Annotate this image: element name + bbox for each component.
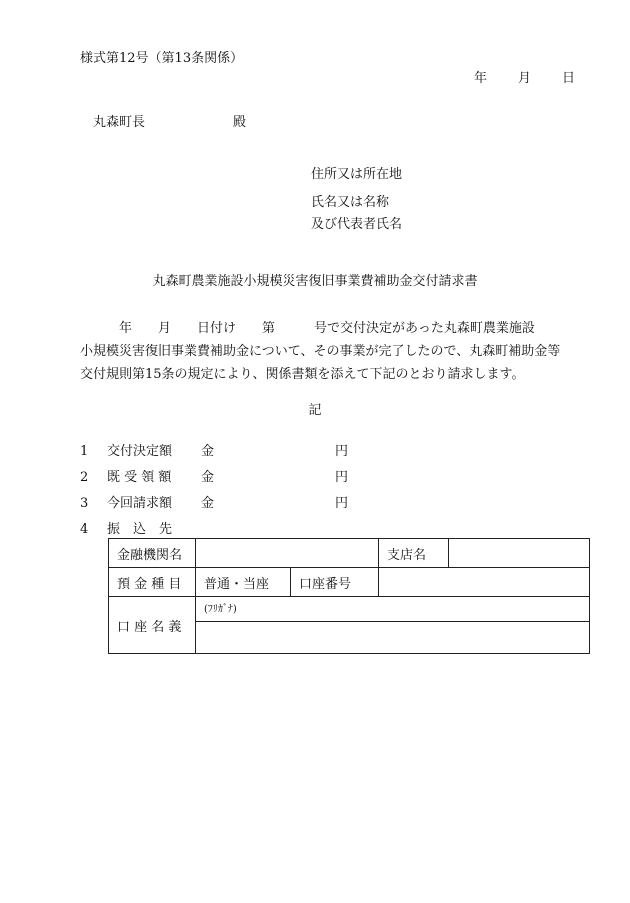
- ki-heading: 記: [308, 403, 322, 418]
- account-number-label: 口座番号: [291, 568, 379, 597]
- item-yen: 円: [335, 444, 349, 459]
- account-type-value: 普通・当座: [196, 568, 291, 597]
- item-kin: 金: [201, 470, 215, 485]
- account-number-field[interactable]: [379, 568, 590, 597]
- addressee-honorific: 殿: [233, 115, 247, 130]
- item-list: [80, 445, 348, 549]
- date-line: [474, 72, 575, 85]
- body-line-3: 交付規則第15条の規定により、関係書類を添えて下記のとおり請求します。: [80, 367, 525, 382]
- document-title: 丸森町農業施設小規模災害復旧事業費補助金交付請求書: [152, 274, 478, 289]
- representative-label: 及び代表者氏名: [311, 217, 403, 232]
- item-row: [80, 497, 348, 523]
- item-number: 4: [80, 522, 89, 537]
- item-kin: 金: [201, 496, 215, 511]
- item-number: 1: [80, 444, 89, 459]
- applicant-block: [311, 164, 402, 236]
- item-number: 3: [80, 496, 89, 511]
- item-row: [80, 471, 348, 497]
- addressee: [93, 116, 246, 129]
- form-number: 様式第12号（第13条関係）: [80, 51, 244, 66]
- item-yen: 円: [335, 496, 349, 511]
- addressee-name: 丸森町長: [93, 115, 146, 130]
- bank-name-label: 金融機関名: [109, 539, 196, 568]
- item-number: 2: [80, 470, 89, 485]
- branch-field[interactable]: [449, 539, 590, 568]
- address-label: 住所又は所在地: [311, 167, 403, 182]
- bank-name-field[interactable]: [196, 539, 379, 568]
- date-year: 年: [474, 71, 488, 86]
- body-line-1: 年 月 日付け 第 号で交付決定があった丸森町農業施設: [80, 321, 535, 336]
- furigana-field[interactable]: [196, 597, 590, 622]
- item-label: 今回請求額: [107, 496, 173, 511]
- furigana-label: (ﾌﾘｶﾞﾅ): [204, 604, 237, 615]
- item-label: 振 込 先: [107, 522, 173, 537]
- body-line-2: 小規模災害復旧事業費補助金について、その事業が完了したので、丸森町補助金等: [80, 344, 561, 359]
- account-type-label: 預 金 種 目: [109, 568, 196, 597]
- name-label: 氏名又は名称: [311, 195, 390, 210]
- item-kin: 金: [201, 444, 215, 459]
- date-day: 日: [562, 71, 576, 86]
- item-label: 交付決定額: [107, 444, 173, 459]
- item-label: 既 受 領 額: [107, 470, 172, 485]
- account-holder-field[interactable]: [196, 622, 590, 654]
- item-row: [80, 445, 348, 471]
- bank-transfer-table: [108, 538, 590, 654]
- date-month: 月: [518, 71, 532, 86]
- item-yen: 円: [335, 470, 349, 485]
- branch-label: 支店名: [379, 539, 449, 568]
- account-holder-label: 口 座 名 義: [109, 597, 196, 654]
- body-text: [80, 317, 600, 386]
